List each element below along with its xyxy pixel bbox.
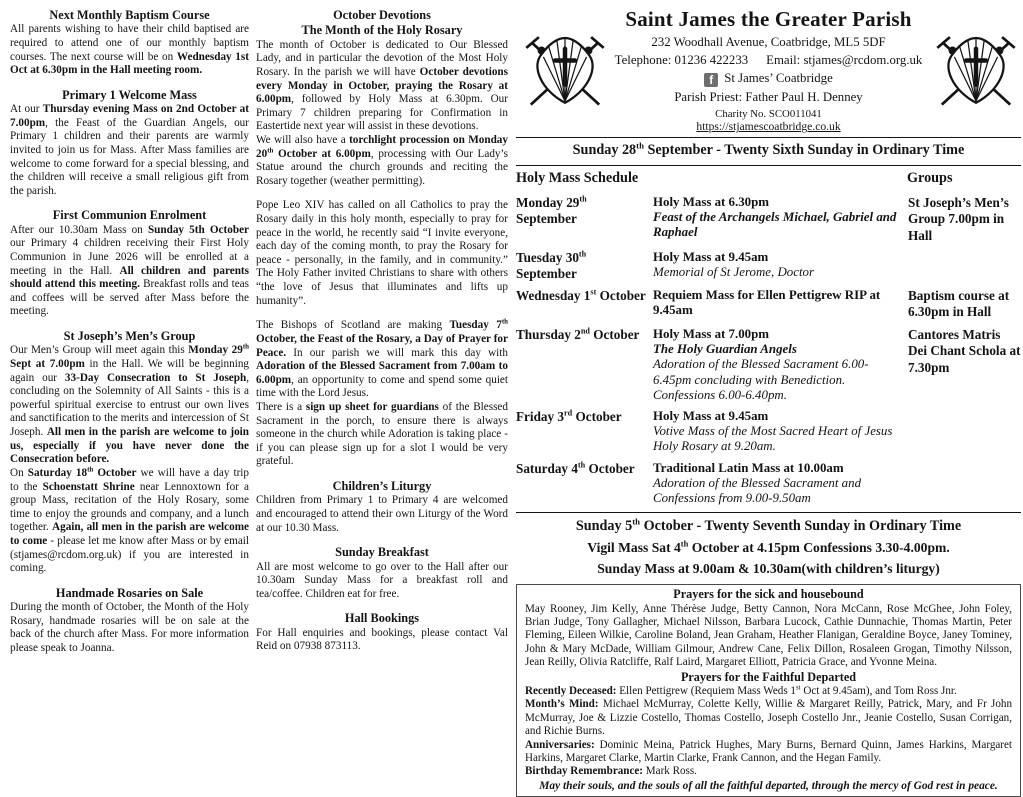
text-run: October at 6.00pm — [273, 147, 371, 160]
departed-line — [525, 698, 1012, 738]
article-paragraph — [10, 344, 249, 466]
schedule-group: St Joseph’s Men’s Group 7.00pm in Hall — [908, 194, 1009, 243]
text-run: Thursday evening Mass on 2nd October at 7.00pm — [10, 103, 249, 129]
article-title: Hall Bookings — [344, 611, 420, 626]
facebook-page-name: St James’ Coatbridge — [724, 71, 833, 85]
text-run: Month’s Mind: — [525, 698, 599, 711]
text-run: , processing with Our Lady’s Statue around the church grounds and reciting the Rosary together (weather permitting). — [256, 147, 508, 187]
article-paragraph — [256, 199, 508, 308]
text-run: near Lennoxtown for a group Mass, recitation of the Holy Rosary, some time to enjoy the grounds and company, and a lunch together. — [10, 480, 249, 534]
text-run: of the Blessed Sacrament in the porch, to ensure there is always someone in the church while Adoration is taking place - if you can please sign up for a slot I would be very grateful. — [256, 400, 508, 468]
text-run: October — [572, 409, 622, 425]
text-run: September - Twenty Sixth Sunday in Ordinary Time — [643, 141, 965, 158]
text-run: Sept at 7.00pm — [10, 358, 85, 371]
departed-lines — [525, 685, 1012, 779]
schedule-details — [653, 461, 906, 507]
text-run: Saturday 18 — [27, 466, 88, 479]
schedule-detail-line: Holy Mass at 7.00pm — [653, 326, 770, 341]
schedule-details — [653, 409, 906, 455]
text-run: Children from Primary 1 to Primary 4 are welcomed and encouraged to attend their own Liturgy of the Word at our 10.30 Mass. — [256, 494, 508, 534]
article — [10, 88, 249, 199]
text-run: October - Twenty Seventh Sunday in Ordinary Time — [640, 518, 962, 535]
mass-schedule-header: Holy Mass Schedule — [516, 169, 639, 186]
article-title: Children’s Liturgy — [332, 479, 432, 493]
text-run: Tuesday 30 — [516, 250, 579, 266]
text-run: , concluding on the Solemnity of All Saints - this is a powerful spiritual exercise to entrust our own lives and sanctification to the merits and intercession of St Joseph. — [10, 371, 249, 439]
schedule-detail-line: Confessions from 9.00-9.50am — [653, 491, 811, 506]
text-run: th — [87, 465, 94, 474]
schedule-row — [516, 288, 1021, 321]
text-run: nd — [580, 326, 590, 336]
divider-line — [516, 137, 1021, 138]
article-paragraph — [10, 103, 249, 198]
facebook-icon: f — [704, 73, 718, 87]
text-run: st — [590, 287, 597, 297]
text-run: All parents wishing to have their child baptised are required to attend one of our monthly baptism courses. The next course will be on — [10, 23, 249, 63]
parish-priest: Parish Priest: Father Paul H. Denney — [674, 90, 863, 104]
article-title: Primary 1 Welcome Mass — [62, 87, 197, 102]
text-run: torchlight procession on Monday 20 — [256, 133, 508, 160]
departed-line — [525, 685, 1012, 698]
schedule-group — [906, 250, 1021, 282]
text-run: October at 4.15pm Confessions 3.30-4.00pm. — [688, 540, 950, 556]
schedule-row — [516, 409, 1021, 455]
text-run: Sunday 28 — [572, 141, 637, 158]
schedule-day — [516, 195, 653, 245]
schedule-day — [516, 461, 653, 507]
text-run: - please let me know after Mass or by email (stjames@rcdom.org.uk) if you are interested in coming. — [10, 534, 250, 575]
text-run: Sunday Mass at 9.00am & 10.30am(with children’s liturgy) — [597, 561, 940, 577]
article-paragraph — [256, 134, 508, 188]
text-run: October — [596, 287, 646, 303]
scallop-shell-crest-icon — [520, 20, 610, 110]
article-paragraph — [10, 601, 249, 655]
newsletter-column-2 — [256, 8, 508, 664]
divider-line — [516, 512, 1021, 513]
schedule-detail-line: Holy Mass at 9.45am — [653, 250, 769, 265]
groups-header: Groups — [907, 169, 953, 186]
sunday28-heading — [516, 140, 1021, 162]
schedule-details — [653, 195, 906, 245]
text-run: Recently Deceased: — [525, 684, 617, 697]
schedule-detail-line: Adoration of the Blessed Sacrament and — [653, 475, 862, 490]
text-run: Saturday 4 — [516, 460, 578, 476]
text-run: Wednesday 1st Oct at 6.30pm in the Hall meeting room. — [10, 50, 249, 77]
departed-prayers-title: Prayers for the Faithful Departed — [680, 669, 857, 684]
article-title: First Communion Enrolment — [52, 208, 207, 223]
article-paragraph — [10, 224, 249, 319]
text-run: rd — [564, 408, 573, 418]
text-run: th — [632, 516, 641, 527]
sick-prayers-title: Prayers for the sick and housebound — [673, 587, 864, 602]
article-paragraph — [10, 467, 249, 576]
schedule-details — [653, 250, 906, 282]
article-title: Sunday Breakfast — [335, 545, 429, 560]
schedule-day — [516, 288, 653, 321]
text-run: All men in the parish are welcome to join us, especially if you have never done the Consecration before. — [10, 426, 249, 466]
schedule-group — [906, 409, 1021, 455]
text-run: Wednesday 1 — [516, 287, 591, 303]
schedule-detail-line: Traditional Latin Mass at 10.00am — [653, 460, 844, 475]
text-run: September — [516, 210, 577, 226]
text-run: th — [636, 140, 644, 150]
text-run: The month of October is dedicated to Our Blessed Lady, and in particular the devotion of the Most Holy Rosary. In the parish we will have — [256, 38, 508, 78]
schedule-row — [516, 250, 1021, 282]
article — [256, 611, 508, 654]
schedule-detail-line: Adoration of the Blessed Sacrament 6.00-6.45pm concluding with Benediction. Confessions 6.00-6.40pm. — [653, 357, 869, 402]
article — [256, 545, 508, 601]
text-run: October devotions every Monday in October, praying the Rosary at 6.00pm — [256, 65, 508, 106]
text-run: , an opportunity to come and spend some quiet time with the Lord Jesus. — [256, 373, 508, 400]
article-paragraph — [256, 401, 508, 469]
text-run: th — [680, 538, 689, 549]
schedule-detail-line: Votive Mass of the Most Sacred Heart of Jesus — [653, 424, 893, 439]
schedule-detail-line: Holy Mass at 6.30pm — [653, 194, 770, 209]
text-run: Adoration of the Blessed Sacrament from 7.00am to 6.00pm — [256, 360, 508, 386]
charity-number: Charity No. SCO011041 — [715, 108, 822, 120]
departed-line — [525, 765, 1012, 778]
text-run: th — [501, 317, 508, 326]
text-run: October, the Feast of the Rosary, a Day of Prayer for Peace. — [256, 332, 508, 359]
text-run: Friday 3 — [516, 409, 564, 425]
sunday-mass-line — [516, 561, 1021, 577]
schedule-details — [653, 288, 906, 321]
text-run: we will have a day trip to the — [10, 466, 249, 493]
text-run: Pope Leo XIV has called on all Catholics to pray the Rosary daily in this holy month, especially to pray for peace in the world, he recently said “I invite everyone, each day of the coming month, to pray the Rosary for peace - personally, in the family, and in community.” The Holy Father invited Christians to share with others “the love of Jesus that illuminates and lifts up humanity”. — [256, 199, 508, 307]
text-run: October — [585, 460, 635, 476]
schedule-group: Cantores Matris Dei Chant Schola at 7.30pm — [908, 326, 1021, 375]
schedule-day — [516, 327, 653, 403]
schedule-row — [516, 461, 1021, 507]
departed-line — [525, 739, 1012, 766]
text-run: October — [93, 466, 137, 479]
article-paragraph — [256, 319, 508, 401]
scallop-shell-crest-icon — [931, 20, 1021, 110]
text-run: Monday 29 — [516, 194, 580, 210]
text-run: Birthday Remembrance: — [525, 765, 644, 778]
text-run: in the Hall. We will be beginning again our — [10, 358, 250, 384]
text-run: There is a — [256, 400, 306, 413]
schedule-detail-line: Memorial of St Jerome, Doctor — [653, 265, 814, 280]
text-run: Tuesday 7 — [449, 319, 502, 332]
text-run: th — [577, 460, 586, 470]
parish-email: Email: stjames@rcdom.org.uk — [766, 53, 923, 67]
text-run: All are most welcome to go over to the Hall after our 10.30am Sunday Mass for a breakfast roll and tea/coffee. Children eat for free. — [256, 560, 508, 600]
text-run: Sunday 5th October — [147, 223, 249, 236]
text-run: 33-Day Consecration to St Joseph — [64, 371, 247, 384]
text-run: Dominic Meina, Patrick Hughes, Mary Burns, Bernard Quinn, James Harkins, Margaret Harkins, Margaret Clarke, Martin Clarke, Frank Cannon, and the Hegan Family. — [525, 738, 1012, 765]
text-run: Monday 29 — [188, 344, 243, 357]
article-title: October Devotions — [333, 8, 431, 22]
text-run: Breakfast rolls and teas and coffees will be served after Mass before the meeting. — [10, 278, 249, 318]
text-run: th — [267, 145, 274, 154]
article — [10, 586, 249, 656]
article-paragraph — [256, 627, 508, 654]
text-run: The Bishops of Scotland are making — [256, 319, 450, 332]
closing-prayer: May their souls, and the souls of all the faithful departed, through the mercy of God rest in peace. — [539, 779, 998, 792]
article — [10, 8, 249, 78]
vigil-mass-line — [516, 540, 1021, 556]
text-run: On — [10, 466, 28, 479]
text-run: Schoenstatt Shrine — [42, 480, 135, 493]
mass-schedule-table — [516, 195, 1021, 507]
article-paragraph — [256, 39, 508, 134]
parish-address: 232 Woodhall Avenue, Coatbridge, ML5 5DF — [651, 35, 886, 49]
article — [10, 329, 249, 576]
parish-phone: Telephone: 01236 422233 — [614, 53, 749, 67]
article — [10, 208, 249, 319]
text-run: September — [516, 266, 577, 282]
text-run: sign up sheet for guardians — [305, 400, 439, 413]
text-run: Thursday 2 — [516, 326, 581, 342]
text-run: Michael McMurray, Colette Kelly, Willie & Margaret Reilly, Patrick, Mary, and Fr John McMurray, Joe & Lizzie Costello, Thomas Costello, Joseph Costello Jnr., Jeanie Costello, Susan Corrigan, and Richie Burns. — [525, 698, 1013, 738]
text-run: , followed by Holy Mass at 6.30pm. Our Primary 7 children preparing for Confirmation in Eastertide next year will assist in these devotions. — [256, 93, 508, 133]
schedule-row — [516, 327, 1021, 403]
article-paragraph — [10, 23, 249, 77]
text-run: , the Feast of the Guardian Angels, our Primary 1 children and their parents are warmly invited to join us for Mass. After Mass families are welcome to come forward for a special blessing, and the children will receive a small religious gift from the parish. — [10, 116, 249, 197]
text-run: th — [579, 194, 587, 204]
text-run: At our — [10, 103, 43, 116]
text-run: Again, all men in the parish are welcome to come — [10, 521, 249, 547]
text-run: For Hall enquiries and bookings, please contact Val Reid on 07938 873113. — [256, 626, 508, 653]
article-title: St Joseph’s Men’s Group — [63, 329, 196, 344]
schedule-details — [653, 327, 906, 403]
schedule-header-row — [516, 170, 1021, 188]
schedule-group — [906, 461, 1021, 507]
schedule-detail-line: Holy Mass at 9.45am — [653, 409, 769, 424]
article — [256, 8, 508, 469]
text-run: During the month of October, the Month of the Holy Rosary, handmade rosaries will be on sale at the back of the church after Mass. For more information please speak to Joanna. — [10, 601, 249, 654]
sick-names-list: May Rooney, Jim Kelly, Anne Thérèse Judge, Betty Cannon, Nora McCann, Rose McGhee, John Foley, Brian Judge, Tony Gallagher, Michael Nilsson, Barbara Lucock, Cathie Dunnachie, Thomas Martin, Peter Fleming, Eileen Wilkie, Caroline Boland, Jean Graham, Heather Flanigan, Geraldine Boyce, Janey Tominey, John & Mary McDade, William Gilmour, Andrew Cane, Felix Dillon, Rosaleen Grogan, Timothy Nilsson, Jean Reilly, Olivia Ratcliffe, Ralf Laird, Margaret Elliott, Patricia Grace, and Yvonne Meina. — [525, 602, 1012, 669]
text-run: Vigil Mass Sat 4 — [587, 540, 681, 556]
parish-title: Saint James the Greater Parish — [625, 7, 912, 31]
sunday5-heading — [516, 518, 1021, 535]
article-title: Next Monthly Baptism Course — [49, 8, 210, 22]
article-paragraph — [256, 561, 508, 602]
newsletter-column-1 — [10, 8, 249, 666]
schedule-day — [516, 250, 653, 282]
website-link[interactable]: https://stjamescoatbridge.co.uk — [696, 120, 841, 134]
article-title: The Month of the Holy Rosary — [301, 23, 463, 38]
text-run: Mark Ross. — [643, 765, 697, 778]
prayers-box — [516, 584, 1021, 797]
text-run: Ellen Pettigrew (Requiem Mass Weds 1 — [616, 684, 796, 697]
text-run: th — [242, 342, 249, 351]
schedule-day — [516, 409, 653, 455]
divider-line — [516, 165, 1021, 166]
schedule-detail-line: Requiem Mass for Ellen Pettigrew RIP at 9.45am — [653, 287, 881, 318]
schedule-row — [516, 195, 1021, 245]
schedule-detail-line: The Holy Guardian Angels — [653, 342, 797, 357]
article — [256, 479, 508, 535]
text-run: our Primary 4 children receiving their First Holy Communion in June 2026 will be enrolled at a meeting in the Hall. — [10, 237, 249, 277]
schedule-detail-line: Holy Rosary at 9.20am. — [653, 439, 776, 454]
article-paragraph — [256, 494, 508, 535]
text-run: After our 10.30am Mass on — [10, 223, 148, 236]
schedule-detail-line: Feast of the Archangels Michael, Gabriel and Raphael — [653, 209, 897, 240]
text-run: Oct at 9.45am), and Tom Ross Jnr. — [800, 684, 957, 697]
text-run: We will also have a — [256, 133, 350, 146]
article-title: Handmade Rosaries on Sale — [55, 585, 204, 600]
schedule-group: Baptism course at 6.30pm in Hall — [908, 287, 1010, 320]
text-run: Our Men’s Group will meet again this — [10, 344, 189, 357]
text-run: Sunday 5 — [575, 518, 633, 535]
text-run: th — [578, 249, 587, 259]
text-run: st — [795, 684, 801, 692]
text-run: Anniversaries: — [525, 738, 595, 751]
text-run: October — [589, 326, 640, 342]
text-run: In our parish we will mark this day with — [286, 346, 508, 359]
parish-info-panel — [516, 0, 1021, 797]
text-run: All children and parents should attend this meeting. — [10, 264, 249, 291]
